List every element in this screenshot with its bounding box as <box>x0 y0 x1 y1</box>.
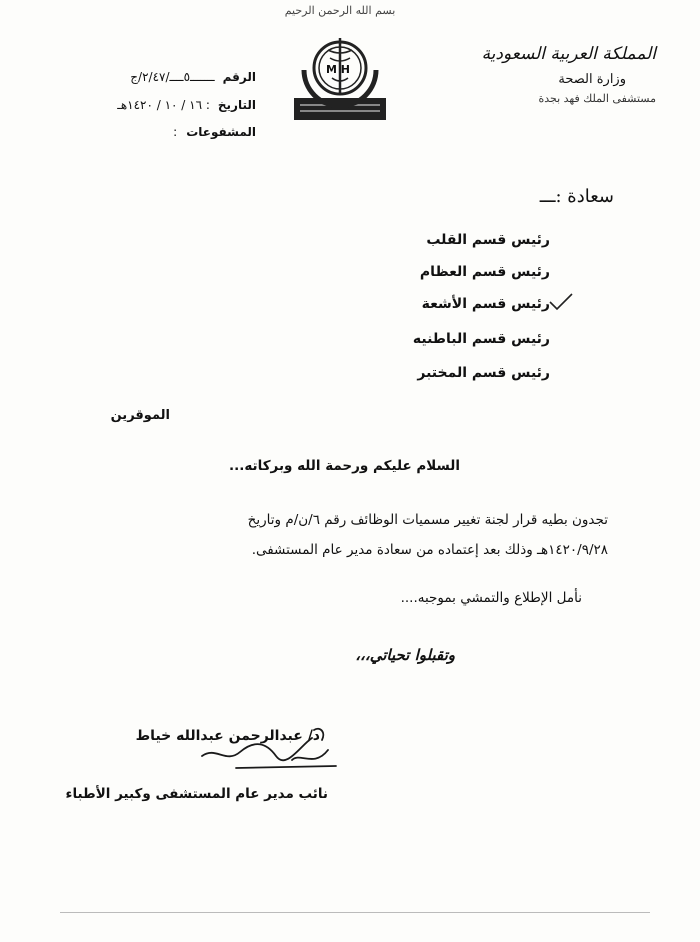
department-item: رئيس قسم المختبر <box>417 365 550 381</box>
basmala-heading: بسم الله الرحمن الرحيم <box>284 4 396 17</box>
department-item: رئيس قسم الأشعة <box>421 296 550 312</box>
addressee: سعادة :ـــ <box>539 186 614 207</box>
hospital-name: مستشفى الملك فهد بجدة <box>538 92 656 105</box>
page-bottom-edge <box>60 912 650 913</box>
logo-letters: M H <box>326 63 350 76</box>
department-item: رئيس قسم القلب <box>426 232 550 248</box>
date-value: : ١٦ / ١٠ / ١٤٢٠هـ <box>117 98 210 112</box>
date-row <box>117 98 256 112</box>
department-item: رئيس قسم الباطنيه <box>412 331 550 347</box>
handwritten-signature <box>196 716 346 776</box>
attachments-row: المشفوعات : <box>173 125 256 139</box>
reference-value: ـــــــ٥ــــ/٢/٤٧/ج <box>130 70 215 84</box>
reference-row <box>130 70 256 84</box>
ministry-name: وزارة الصحة <box>558 72 626 87</box>
signatory-name: د/ عبدالرحمن عبدالله خياط <box>135 728 320 744</box>
reference-label: الرقم <box>222 70 256 84</box>
body-paragraph-3: نأمل الإطلاع والتمشي بموجبه.... <box>400 590 582 606</box>
body-paragraph-1: تجدون بطيه قرار لجنة تغيير مسميات الوظائف رقم ٦/ن/م وتاريخ <box>247 512 608 528</box>
closing-line: وتقبلوا تحياتي،،، <box>355 646 455 664</box>
salutation-title: الموقرين <box>110 408 170 423</box>
check-mark-icon <box>548 292 574 312</box>
date-label: التاريخ <box>217 98 256 112</box>
ministry-logo <box>290 28 390 124</box>
signatory-title: نائب مدير عام المستشفى وكبير الأطباء <box>65 786 328 802</box>
greeting-line: السلام عليكم ورحمة الله وبركاته... <box>228 458 460 474</box>
attachments-label: المشفوعات <box>186 125 256 139</box>
kingdom-name: المملكة العربية السعودية <box>481 44 656 64</box>
department-item: رئيس قسم العظام <box>419 264 550 280</box>
body-paragraph-2: ١٤٢٠/٩/٢٨هـ وذلك بعد إعتماده من سعادة مدير عام المستشفى. <box>251 542 608 558</box>
